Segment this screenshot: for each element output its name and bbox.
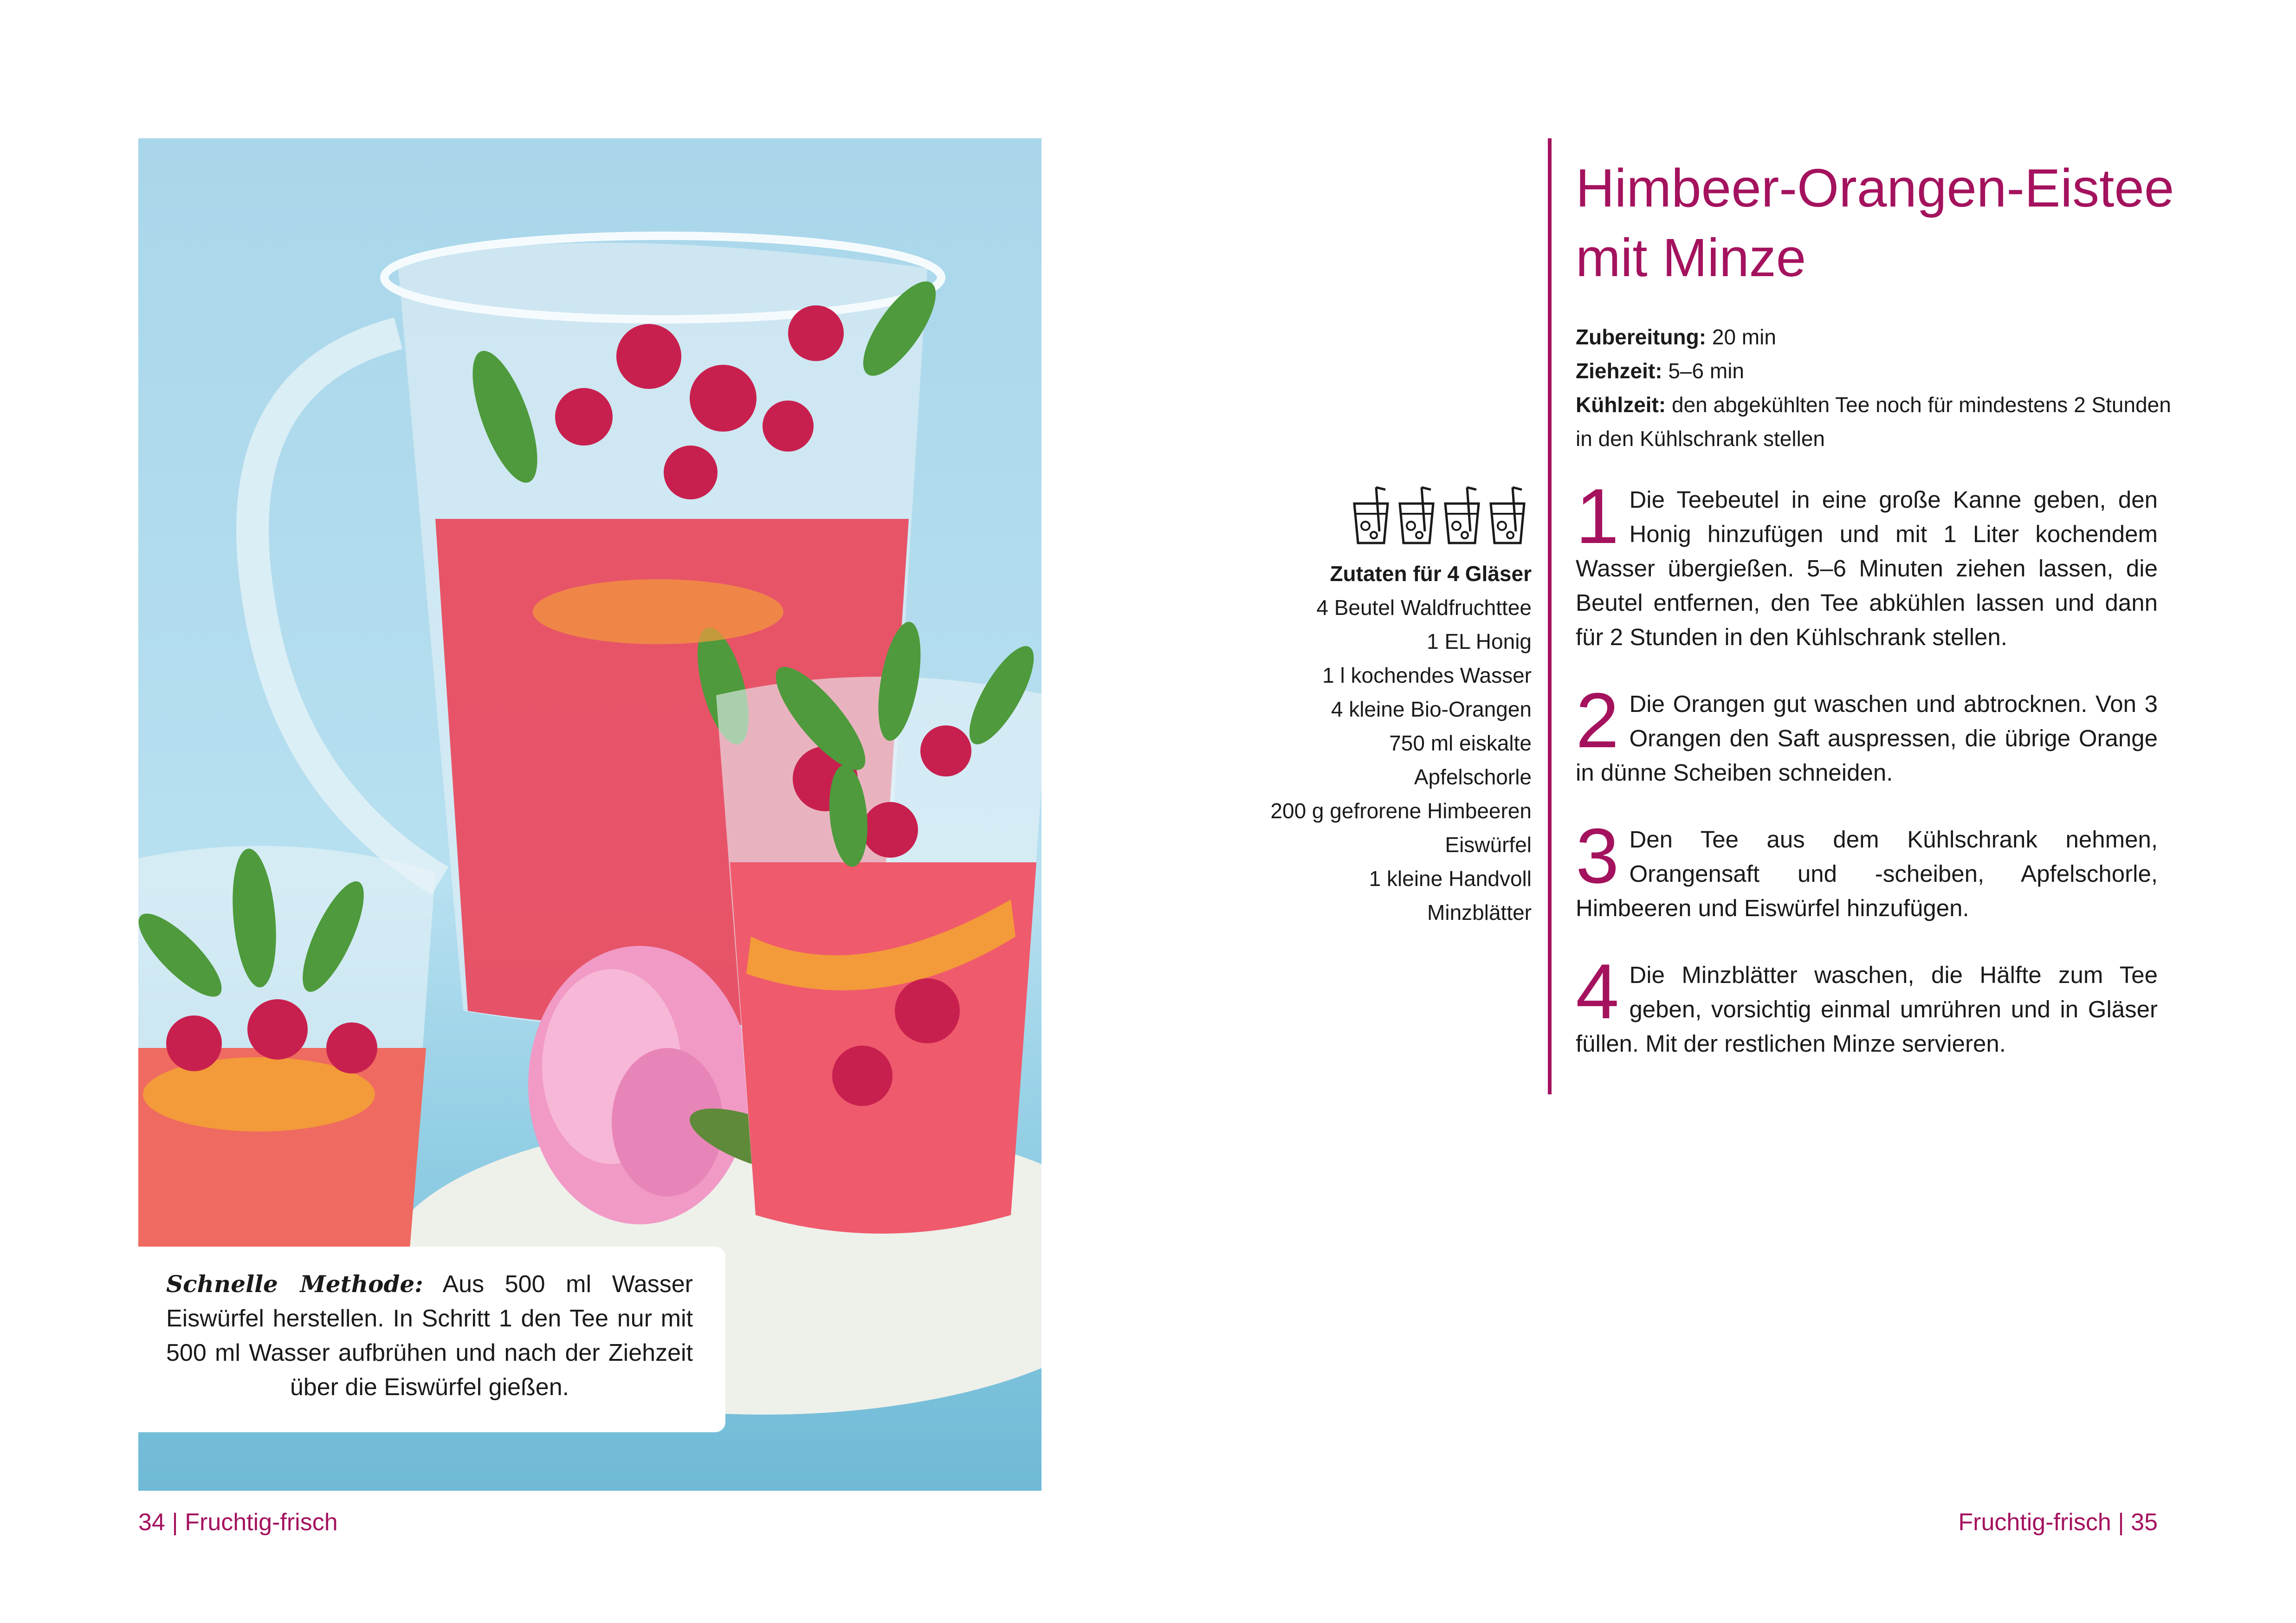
glass-icon	[1491, 487, 1524, 543]
meta-prep	[1576, 320, 2179, 354]
step	[1576, 472, 2158, 654]
step-number: 2	[1576, 677, 1619, 764]
ingredient-item: Eiswürfel	[1445, 833, 1532, 857]
recipe-title-line: mit Minze	[1576, 227, 1806, 288]
step-number: 4	[1576, 948, 1619, 1035]
ingredient-item: Apfelschorle	[1414, 765, 1532, 789]
step-number: 3	[1576, 812, 1619, 899]
ingredient-item: 4 Beutel Waldfruchttee	[1316, 595, 1532, 620]
recipe-steps	[1576, 472, 2158, 1093]
recipe-meta	[1576, 320, 2179, 456]
step-text: Die Minzblätter waschen, die Hälfte zum Tee geben, vorsichtig einmal umrühren und in Gläser füllen. Mit der restlichen Minze servieren.	[1576, 962, 2158, 1057]
recipe-title-line: Himbeer-Orangen-Eistee	[1576, 158, 2174, 218]
step-text: Die Teebeutel in eine große Kanne geben, den Honig hinzufügen und mit 1 Liter kochendem Wasser übergießen. 5–6 Minuten ziehen lassen, die Beutel entfernen, den Tee abkühlen lassen und dann für 2 Stunden in den Kühlschrank stellen.	[1576, 486, 2158, 650]
glass-icon	[1400, 487, 1433, 543]
tip-box	[138, 1247, 725, 1432]
ingredients-title: Zutaten für 4 Gläser	[1330, 562, 1532, 586]
footer-right: Fruchtig-frisch | 35	[1958, 1509, 2158, 1536]
meta-label: Kühlzeit:	[1576, 393, 1666, 417]
ingredient-item: 1 kleine Handvoll	[1369, 866, 1532, 891]
step	[1576, 812, 2158, 925]
ingredient-item: 750 ml eiskalte	[1389, 731, 1532, 755]
ingredient-item: Minzblätter	[1427, 900, 1532, 925]
step	[1576, 948, 2158, 1061]
meta-steep	[1576, 354, 2179, 388]
ingredients-list	[1207, 557, 1532, 930]
divider-line	[1548, 138, 1552, 1094]
meta-value: 5–6 min	[1668, 359, 1744, 383]
tip-text: Aus 500 ml Wasser Eiswürfel herstellen. In Schritt 1 den Tee nur mit 500 ml Wasser aufbrühen und nach der Ziehzeit über die Eiswürfel gießen.	[166, 1271, 693, 1401]
ingredient-item: 4 kleine Bio-Orangen	[1331, 697, 1532, 721]
glass-icon	[1445, 487, 1479, 543]
meta-label: Ziehzeit:	[1576, 359, 1662, 383]
ingredient-item: 1 l kochendes Wasser	[1322, 663, 1532, 687]
glasses-icon-row	[1351, 485, 1527, 545]
meta-chill	[1576, 388, 2179, 456]
step-text: Die Orangen gut waschen und abtrocknen. Von 3 Orangen den Saft auspressen, die übrige Orange in dünne Scheiben schneiden.	[1576, 691, 2158, 786]
meta-value: den abgekühlten Tee noch für mindestens 2 Stunden in den Kühlschrank stellen	[1576, 393, 2171, 451]
glass-icon	[1354, 487, 1388, 543]
step-text: Den Tee aus dem Kühlschrank nehmen, Orangensaft und -scheiben, Apfelschorle, Himbeeren und Eiswürfel hinzufügen.	[1576, 826, 2158, 921]
ingredient-item: 1 EL Honig	[1427, 629, 1532, 653]
tip-label: Schnelle Methode:	[166, 1270, 423, 1298]
step-number: 1	[1576, 472, 1619, 560]
footer-left: 34 | Fruchtig-frisch	[138, 1509, 338, 1536]
ingredient-item: 200 g gefrorene Himbeeren	[1270, 799, 1532, 823]
step	[1576, 677, 2158, 790]
recipe-title	[1576, 153, 2179, 292]
glass-right	[716, 619, 1041, 1234]
meta-value: 20 min	[1712, 325, 1776, 349]
meta-label: Zubereitung:	[1576, 325, 1707, 349]
